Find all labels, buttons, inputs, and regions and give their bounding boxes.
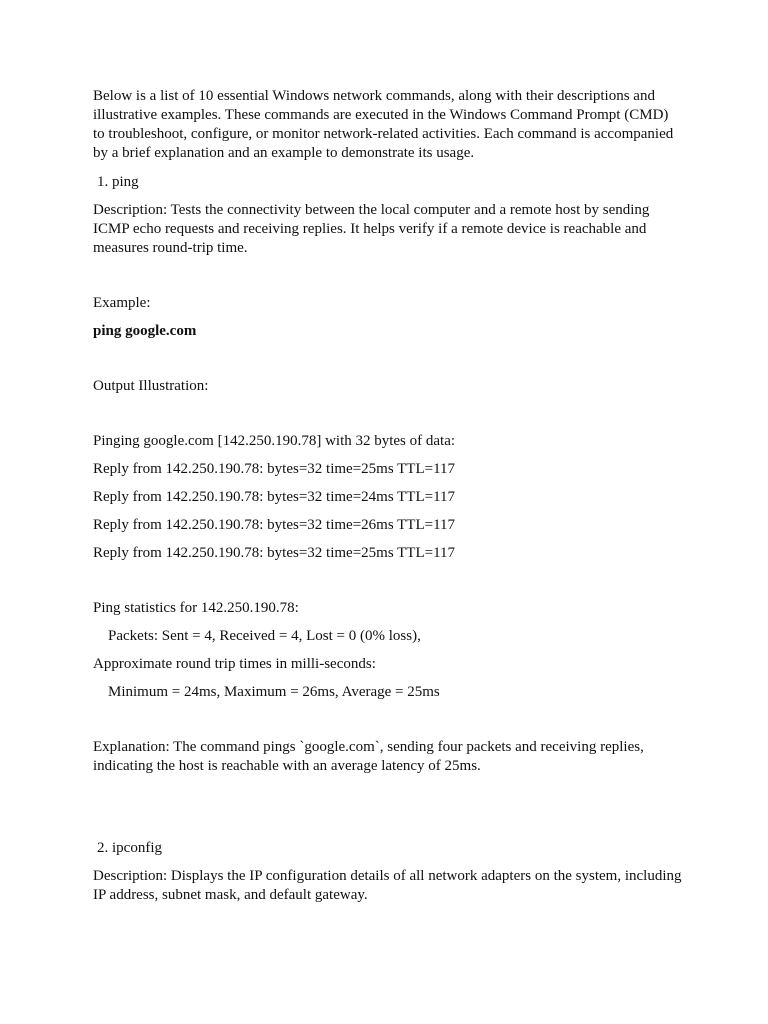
example-label: Example:: [93, 295, 151, 311]
command-description-ping: Description: Tests the connectivity between the local computer and a remote host by sending ICMP echo requests and receiving replies. It helps verify if a remote device is reachable and measures round-trip time.: [93, 202, 650, 256]
output-label: Output Illustration:: [93, 378, 209, 394]
command-description-ipconfig: Description: Displays the IP configuration details of all network adapters on the system, including IP address, subnet mask, and default gateway.: [93, 868, 682, 903]
output-line: Reply from 142.250.190.78: bytes=32 time=24ms TTL=117: [93, 489, 456, 505]
explanation-paragraph: Explanation: The command pings `google.com`, sending four packets and receiving replies, indicating the host is reachable with an average latency of 25ms.: [93, 739, 644, 774]
stats-line: Minimum = 24ms, Maximum = 26ms, Average = 25ms: [108, 684, 440, 700]
stats-line: Packets: Sent = 4, Received = 4, Lost = 0 (0% loss),: [108, 628, 421, 644]
output-line: Pinging google.com [142.250.190.78] with 32 bytes of data:: [93, 433, 456, 449]
document-page: [93, 87, 683, 914]
example-command: ping google.com: [93, 323, 197, 339]
output-line: Reply from 142.250.190.78: bytes=32 time=26ms TTL=117: [93, 517, 456, 533]
stats-line: Approximate round trip times in milli-seconds:: [93, 656, 376, 672]
output-line: Reply from 142.250.190.78: bytes=32 time=25ms TTL=117: [93, 545, 456, 561]
intro-paragraph: Below is a list of 10 essential Windows network commands, along with their descriptions and illustrative examples. These commands are executed in the Windows Command Prompt (CMD) to troubleshoot, configure, or monitor network-related activities. Each command is accompanied by a brief explanation and an example to demonstrate its usage.: [93, 88, 674, 161]
command-heading-ping: 1. ping: [97, 174, 139, 190]
command-heading-ipconfig: 2. ipconfig: [97, 840, 162, 856]
output-line: Reply from 142.250.190.78: bytes=32 time=25ms TTL=117: [93, 461, 456, 477]
stats-line: Ping statistics for 142.250.190.78:: [93, 600, 299, 616]
